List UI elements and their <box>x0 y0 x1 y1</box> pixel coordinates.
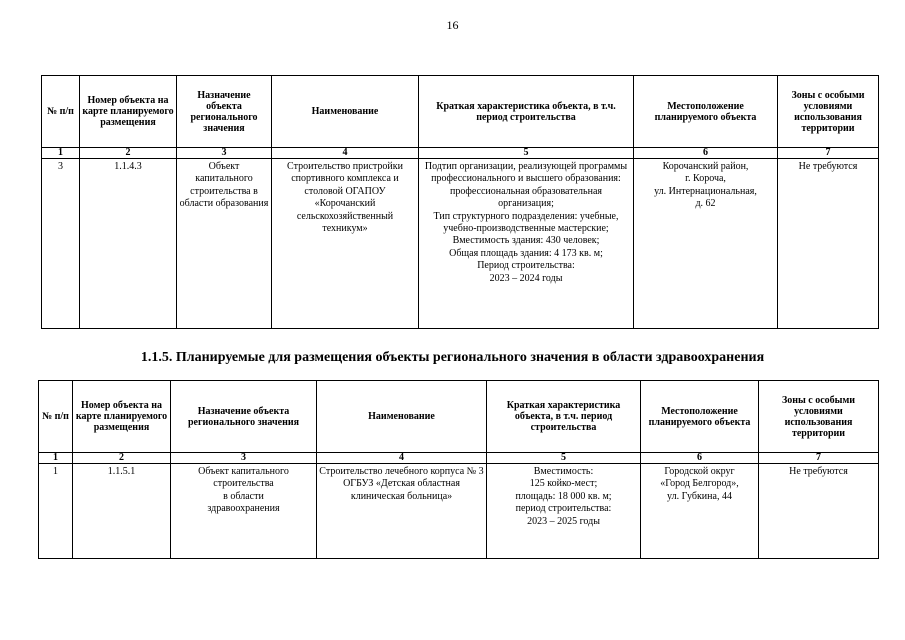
column-number: 2 <box>80 148 177 159</box>
row-map-code: 1.1.5.1 <box>73 464 171 559</box>
column-number: 7 <box>759 453 879 464</box>
table-header-row <box>42 76 879 148</box>
table-header-row <box>39 381 879 453</box>
column-number: 6 <box>634 148 778 159</box>
row-map-code: 1.1.4.3 <box>80 159 177 329</box>
section-heading: 1.1.5. Планируемые для размещения объекты регионального значения в области здравоохранения <box>140 350 765 365</box>
row-name: Строительство пристройки спортивного комплекса и столовой ОГАПОУ «Корочанский сельскохозяйственный техникум» <box>272 159 419 329</box>
column-number-row <box>39 453 879 464</box>
header-cell-name: Наименование <box>272 76 419 148</box>
column-number: 6 <box>641 453 759 464</box>
page-number: 16 <box>446 18 459 32</box>
row-characteristics: Вместимость: 125 койко-мест; площадь: 18 000 кв. м; период строительства: 2023 – 2025 годы <box>487 464 641 559</box>
header-cell-purpose: Назначение объекта регионального значения <box>171 381 317 453</box>
row-purpose: Объект капитального строительства в области здравоохранения <box>171 464 317 559</box>
table-row <box>39 464 879 559</box>
header-cell-number: № п/п <box>42 76 80 148</box>
column-number: 2 <box>73 453 171 464</box>
column-number: 5 <box>487 453 641 464</box>
row-number: 1 <box>39 464 73 559</box>
row-purpose: Объект капитального строительства в области образования <box>177 159 272 329</box>
column-number: 1 <box>42 148 80 159</box>
row-location: Городской округ «Город Белгород», ул. Губкина, 44 <box>641 464 759 559</box>
header-cell-name: Наименование <box>317 381 487 453</box>
table-education-objects <box>41 75 879 329</box>
row-zones: Не требуются <box>759 464 879 559</box>
column-number-row <box>42 148 879 159</box>
table-healthcare-objects <box>38 380 879 559</box>
header-cell-map-code: Номер объекта на карте планируемого размещения <box>73 381 171 453</box>
header-cell-zones: Зоны с особыми условиями использования территории <box>759 381 879 453</box>
row-location: Корочанский район, г. Короча, ул. Интернациональная, д. 62 <box>634 159 778 329</box>
column-number: 1 <box>39 453 73 464</box>
header-cell-map-code: Номер объекта на карте планируемого размещения <box>80 76 177 148</box>
row-zones: Не требуются <box>778 159 879 329</box>
column-number: 7 <box>778 148 879 159</box>
column-number: 4 <box>272 148 419 159</box>
header-cell-zones: Зоны с особыми условиями использования территории <box>778 76 879 148</box>
column-number: 3 <box>171 453 317 464</box>
header-cell-characteristics: Краткая характеристика объекта, в т.ч. период строительства <box>419 76 634 148</box>
header-cell-number: № п/п <box>39 381 73 453</box>
column-number: 4 <box>317 453 487 464</box>
header-cell-purpose: Назначение объекта регионального значения <box>177 76 272 148</box>
column-number: 3 <box>177 148 272 159</box>
header-cell-location: Местоположение планируемого объекта <box>641 381 759 453</box>
header-cell-location: Местоположение планируемого объекта <box>634 76 778 148</box>
header-cell-characteristics: Краткая характеристика объекта, в т.ч. период строительства <box>487 381 641 453</box>
column-number: 5 <box>419 148 634 159</box>
row-characteristics: Подтип организации, реализующей программы профессионального и высшего образования: профессиональная образовательная организация; Тип структурного подразделения: учебные, учебно-производственные мастерские; Вместимость здания: 430 человек; Общая площадь здания: 4 173 кв. м; Период строительства: 2023 – 2024 годы <box>419 159 634 329</box>
row-name: Строительство лечебного корпуса № 3 ОГБУЗ «Детская областная клиническая больница» <box>317 464 487 559</box>
row-number: 3 <box>42 159 80 329</box>
table-row <box>42 159 879 329</box>
